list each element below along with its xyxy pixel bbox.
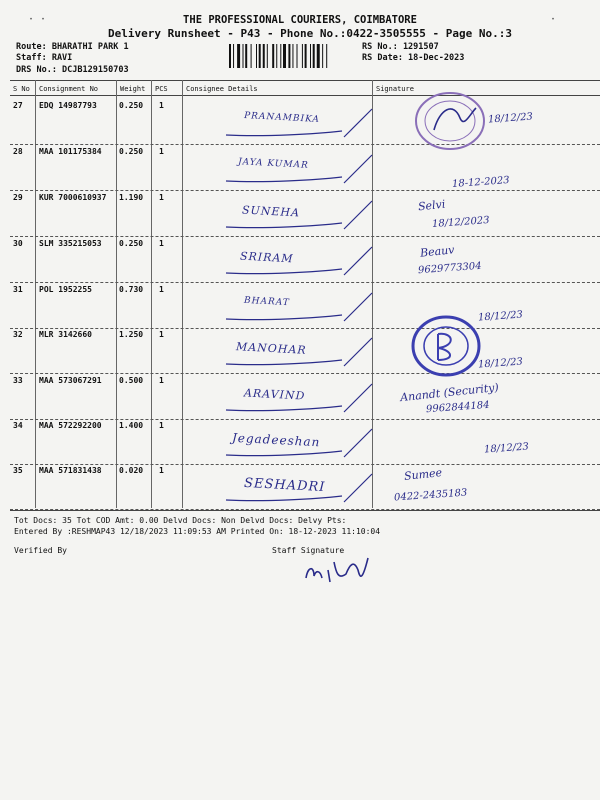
row-sno: 35	[13, 466, 23, 475]
barcode-bar	[276, 44, 277, 68]
row-pcs: 1	[159, 285, 164, 294]
row-separator	[10, 464, 600, 465]
row-separator	[10, 328, 600, 329]
column-header-consignee: Consignee Details	[186, 85, 258, 93]
consignee-name: Jegadeeshan	[231, 430, 321, 450]
row-weight: 0.730	[119, 285, 144, 294]
row-separator	[10, 282, 600, 283]
consignee-underline	[186, 239, 376, 283]
row-pcs: 1	[159, 421, 164, 430]
consignee-name: MANOHAR	[235, 340, 307, 357]
row-consignment-no: EDQ 14987793	[39, 101, 97, 110]
row-consignment-no: MAA 572292200	[39, 421, 102, 430]
column-header-sno: S No	[13, 85, 30, 93]
barcode-bar	[283, 44, 286, 68]
row-sno: 31	[13, 285, 23, 294]
row-weight: 0.250	[119, 147, 144, 156]
barcode-bar	[302, 44, 303, 68]
row-consignment-no: MAA 573067291	[39, 376, 102, 385]
drs-number: DRS No.: DCJB129150703	[16, 65, 129, 75]
row-pcs: 1	[159, 376, 164, 385]
row-weight: 0.500	[119, 376, 144, 385]
row-weight: 0.250	[119, 101, 144, 110]
row-consignment-no: POL 1952255	[39, 285, 92, 294]
consignee-underline	[186, 466, 376, 510]
row-pcs: 1	[159, 330, 164, 339]
column-header-weight: Weight	[120, 85, 146, 93]
barcode-bar	[280, 44, 281, 68]
rs-date: RS Date: 18-Dec-2023	[362, 53, 465, 63]
row-consignment-no: MAA 101175384	[39, 147, 102, 156]
consignee-underline	[186, 330, 376, 374]
entered-by-line: Entered By :RESHMAP43 12/18/2023 11:09:53 AM Printed On: 18-12-2023 11:10:04	[14, 527, 381, 536]
consignee-underline	[186, 376, 376, 420]
consignee-underline	[186, 421, 376, 465]
row-separator	[10, 190, 600, 191]
row-consignment-no: MAA 571831438	[39, 466, 102, 475]
row-weight: 0.020	[119, 466, 144, 475]
consignee-underline	[186, 193, 376, 237]
signature-date: 18-12-2023	[451, 175, 510, 190]
signature-date: 0422-2435183	[393, 487, 468, 504]
consignee-name: SESHADRI	[243, 475, 326, 496]
header-rule-top	[10, 80, 600, 81]
row-sno: 32	[13, 330, 23, 339]
barcode-bar	[272, 44, 274, 68]
signature-date: 18/12/23	[477, 356, 524, 371]
consignee-underline	[186, 147, 376, 191]
barcode-bar	[243, 44, 244, 68]
row-weight: 0.250	[119, 239, 144, 248]
table-bottom-rule	[10, 510, 600, 511]
row-weight: 1.400	[119, 421, 144, 430]
consignee-underline	[186, 285, 376, 329]
signature-date: 9962844184	[425, 399, 490, 416]
barcode-bar	[288, 44, 290, 68]
column-header-pcs: PCS	[155, 85, 168, 93]
row-weight: 1.250	[119, 330, 144, 339]
row-weight: 1.190	[119, 193, 144, 202]
signature-date: 18/12/23	[483, 441, 530, 456]
barcode-bar	[256, 44, 257, 68]
barcode-bar	[267, 44, 268, 68]
barcode-bar	[292, 44, 293, 68]
row-pcs: 1	[159, 147, 164, 156]
row-separator	[10, 236, 600, 237]
signature-text: Selvi	[417, 197, 446, 214]
header-rule-bottom	[10, 95, 600, 96]
row-sno: 28	[13, 147, 23, 156]
barcode-bar	[251, 44, 252, 68]
signature-date: 18/12/23	[487, 111, 534, 126]
company-stamp-top	[410, 88, 490, 154]
consignee-name: ARAVIND	[243, 386, 306, 403]
barcode-bar	[229, 44, 231, 68]
row-consignment-no: SLM 335215053	[39, 239, 102, 248]
corner-mark-left: ⋅ ⋅	[28, 14, 47, 25]
verified-by-label: Verified By	[14, 546, 67, 555]
row-pcs: 1	[159, 239, 164, 248]
barcode	[228, 44, 358, 68]
row-sno: 27	[13, 101, 23, 110]
row-sno: 34	[13, 421, 23, 430]
barcode-bar	[237, 44, 240, 68]
corner-mark-right: ⋅	[550, 14, 557, 25]
row-sno: 29	[13, 193, 23, 202]
row-consignment-no: MLR 3142660	[39, 330, 92, 339]
consignee-underline	[186, 101, 376, 145]
signature-date: 18/12/23	[477, 309, 524, 324]
column-header-signature: Signature	[376, 85, 414, 93]
signature-text: Anandt (Security)	[399, 380, 500, 405]
signature-text: Beauv	[419, 243, 456, 260]
route-label: Route: BHARATHI PARK 1	[16, 42, 129, 52]
company-stamp-middle	[408, 312, 484, 380]
barcode-bar	[317, 44, 320, 68]
company-title: THE PROFESSIONAL COURIERS, COIMBATORE	[183, 14, 417, 26]
row-separator	[10, 419, 600, 420]
staff-signature-scribble	[300, 552, 380, 586]
row-consignment-no: KUR 7000610937	[39, 193, 107, 202]
row-pcs: 1	[159, 101, 164, 110]
barcode-bar	[326, 44, 327, 68]
consignee-name: PRANAMBIKA	[243, 111, 321, 125]
staff-label: Staff: RAVI	[16, 53, 73, 63]
barcode-bar	[305, 44, 307, 68]
row-separator	[10, 373, 600, 374]
barcode-bar	[310, 44, 311, 68]
staff-signature-label: Staff Signature	[272, 546, 345, 555]
row-sno: 30	[13, 239, 23, 248]
column-header-consignment: Consignment No	[39, 85, 99, 93]
totals-line: Tot Docs: 35 Tot COD Amt: 0.00 Delvd Docs: Non Delvd Docs: Delvy Pts:	[14, 516, 347, 525]
row-separator	[10, 144, 600, 145]
barcode-bar	[233, 44, 234, 68]
consignee-name: SRIRAM	[239, 249, 294, 266]
consignee-name: BHARAT	[243, 295, 290, 309]
signature-date: 9629773304	[417, 260, 482, 277]
barcode-bar	[245, 44, 247, 68]
row-pcs: 1	[159, 466, 164, 475]
runsheet-title: Delivery Runsheet - P43 - Phone No.:0422-3505555 - Page No.:3	[108, 27, 512, 40]
barcode-bar	[259, 44, 261, 68]
rs-number: RS No.: 1291507	[362, 42, 439, 52]
barcode-bar	[263, 44, 265, 68]
signature-date: 18/12/2023	[431, 215, 490, 230]
signature-text: Sumee	[403, 466, 443, 483]
barcode-bar	[313, 44, 315, 68]
consignee-name: JAYA KUMAR	[237, 157, 310, 171]
row-pcs: 1	[159, 193, 164, 202]
barcode-bar	[297, 44, 298, 68]
consignee-name: SUNEHA	[241, 203, 301, 220]
barcode-bar	[322, 44, 323, 68]
row-sno: 33	[13, 376, 23, 385]
